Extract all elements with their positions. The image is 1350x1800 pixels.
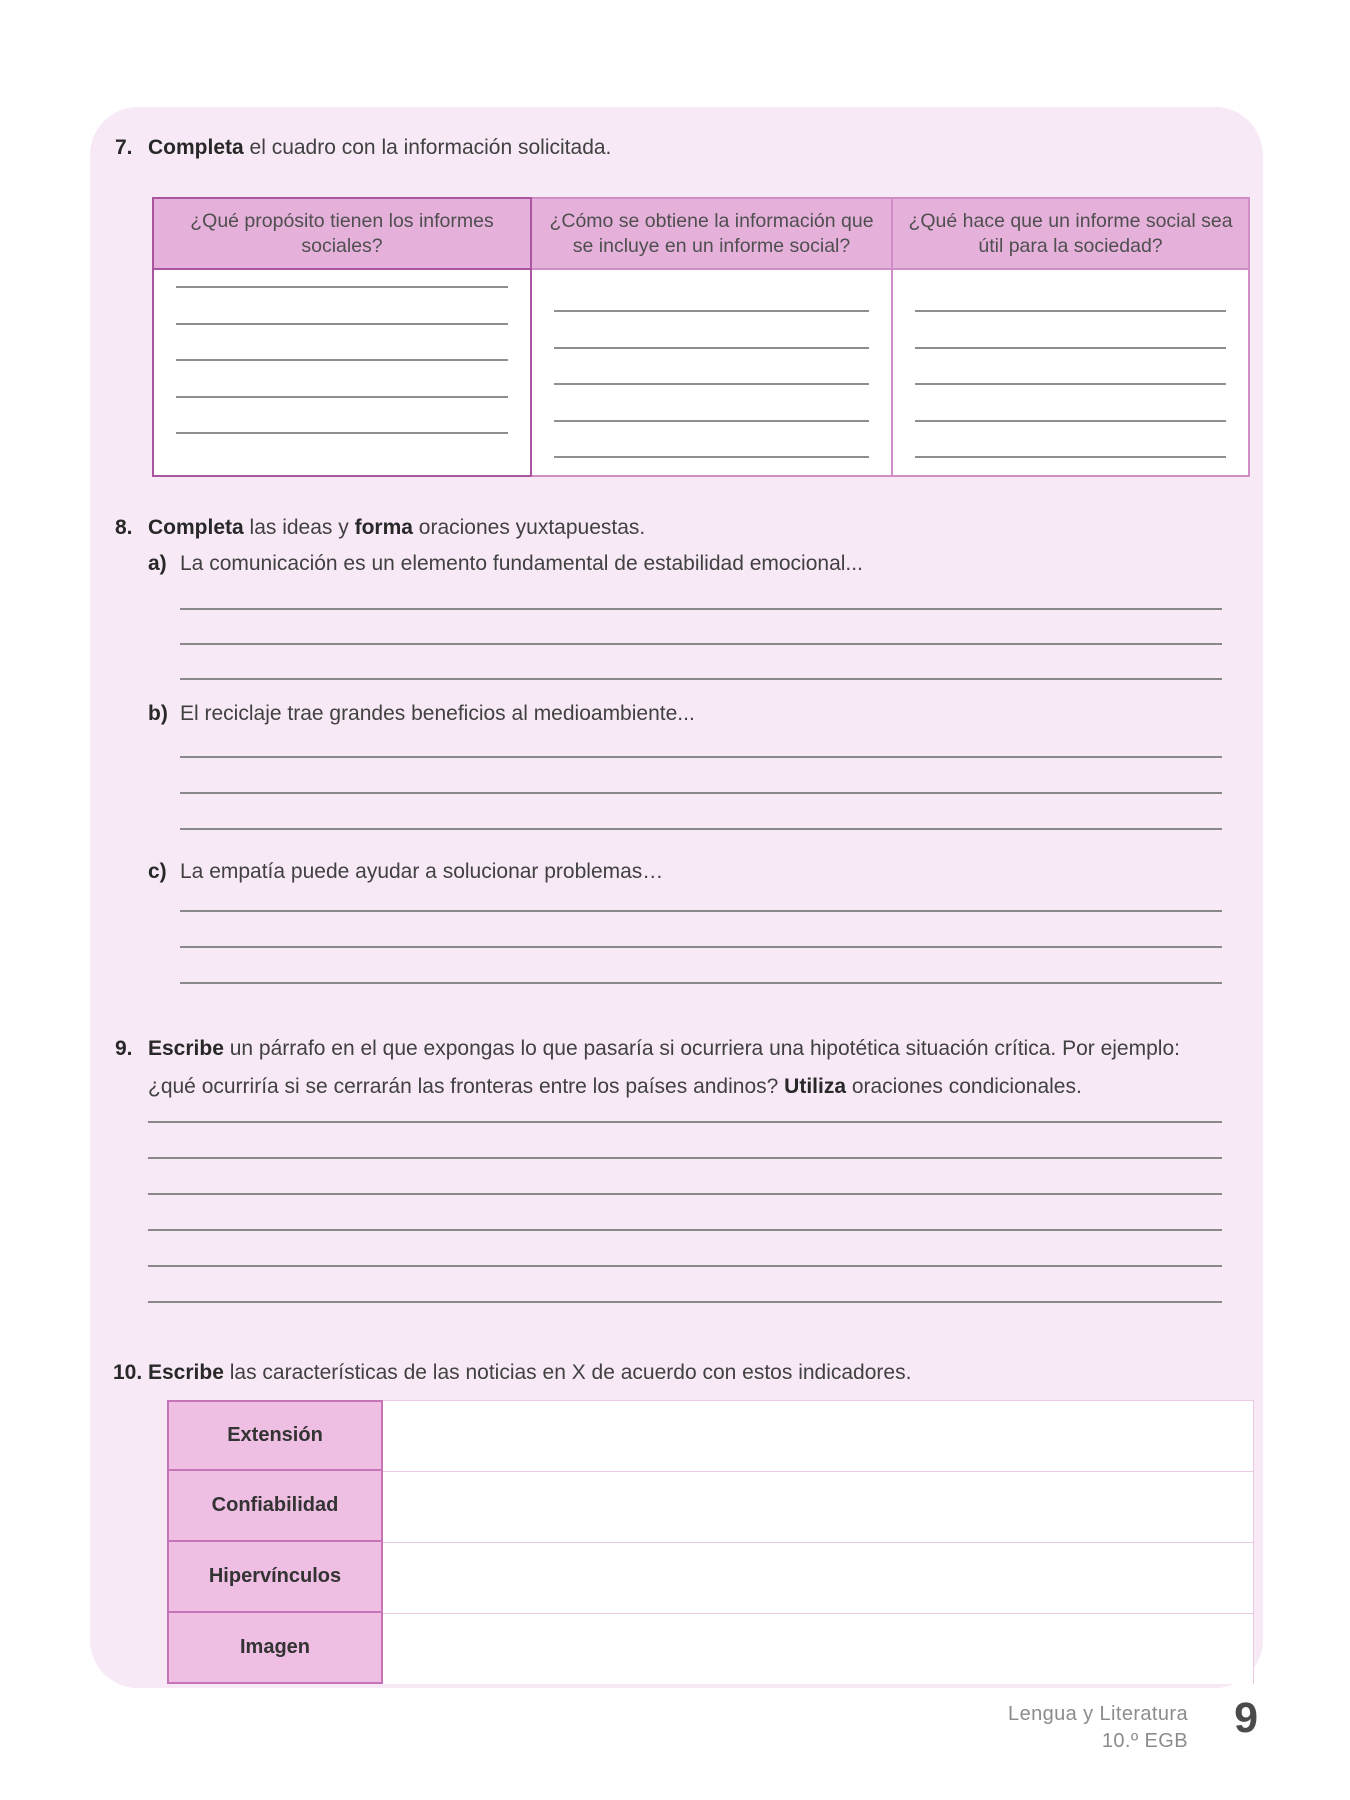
item-c-answer-lines [180, 876, 1222, 984]
table10-answer-imagen [383, 1613, 1254, 1684]
table7-answer-col1 [152, 270, 532, 477]
item-b-text: El reciclaje trae grandes beneficios al medioambiente... [180, 702, 695, 725]
footer-subject: Lengua y Literatura [1008, 1703, 1188, 1725]
item-c-text: La empatía puede ayudar a solucionar problemas… [180, 860, 664, 883]
answer-line [554, 270, 869, 312]
answer-line [180, 645, 1222, 680]
exercise8-item-a [148, 551, 1228, 577]
answer-line [176, 270, 508, 288]
answer-line [554, 422, 869, 459]
exercise7-number: 7. [115, 136, 133, 159]
exercise9-heading: 9. Escribe un párrafo en el que expongas lo que pasaría si ocurriera una hipotética situación crítica. Por ejemplo: ¿qué ocurriría si se cerrarán las fronteras entre los países andinos? Utiliza oraciones condicionales. [115, 1030, 1240, 1106]
table10-answer-hipervinculos [383, 1542, 1254, 1613]
exercise-panel [90, 107, 1263, 1688]
exercise7-heading: 7. Completa el cuadro con la información solicitada. [115, 129, 1215, 166]
table10-label-extension: Extensión [167, 1400, 383, 1471]
answer-line [180, 722, 1222, 758]
answer-line [180, 610, 1222, 645]
exercise8-heading: 8. Completa las ideas y forma oraciones yuxtapuestas. [115, 509, 1215, 546]
answer-line [915, 422, 1226, 459]
exercise10-table [167, 1400, 1254, 1684]
answer-line [180, 912, 1222, 948]
table7-header-col2: ¿Cómo se obtiene la información que se incluye en un informe social? [532, 197, 893, 270]
answer-line [554, 312, 869, 349]
item-a-answer-lines [180, 575, 1222, 680]
answer-lines-col2 [554, 270, 869, 458]
exercise8-number: 8. [115, 516, 133, 539]
page-number: 9 [1234, 1694, 1258, 1742]
table10-row-extension [167, 1400, 1254, 1471]
answer-line [180, 575, 1222, 610]
exercise7-table [152, 197, 1250, 477]
footer-book-info [1008, 1701, 1188, 1755]
table10-label-confiabilidad: Confiabilidad [167, 1471, 383, 1542]
answer-line [180, 794, 1222, 830]
answer-line [176, 361, 508, 398]
answer-line [180, 876, 1222, 912]
answer-line [915, 349, 1226, 386]
answer-line [176, 288, 508, 325]
table7-answer-col2 [532, 270, 893, 477]
table10-row-hipervinculos [167, 1542, 1254, 1613]
answer-line [554, 349, 869, 386]
table7-answer-col3 [893, 270, 1250, 477]
table10-label-hipervinculos: Hipervínculos [167, 1542, 383, 1613]
answer-line [148, 1123, 1222, 1159]
item-a-text: La comunicación es un elemento fundamental de estabilidad emocional... [180, 552, 863, 575]
table7-header-col3: ¿Qué hace que un informe social sea útil para la sociedad? [893, 197, 1250, 270]
answer-line [148, 1231, 1222, 1267]
answer-line [148, 1267, 1222, 1303]
table10-row-imagen [167, 1613, 1254, 1684]
answer-lines-col3 [915, 270, 1226, 458]
item-b-answer-lines [180, 722, 1222, 830]
answer-line [176, 398, 508, 435]
table10-answer-extension [383, 1400, 1254, 1471]
table10-label-imagen: Imagen [167, 1613, 383, 1684]
answer-line [915, 312, 1226, 349]
table10-answer-confiabilidad [383, 1471, 1254, 1542]
answer-lines-col1 [176, 270, 508, 434]
table7-header-col1: ¿Qué propósito tienen los informes sociales? [152, 197, 532, 270]
exercise9-answer-lines [148, 1087, 1222, 1303]
item-b-label: b) [148, 702, 168, 725]
answer-line [915, 385, 1226, 422]
footer-grade: 10.º EGB [1101, 1730, 1188, 1752]
answer-line [148, 1195, 1222, 1231]
exercise9-number: 9. [115, 1037, 133, 1060]
item-c-label: c) [148, 860, 167, 883]
answer-line [148, 1159, 1222, 1195]
table10-row-confiabilidad [167, 1471, 1254, 1542]
exercise10-heading: 10. Escribe las características de las noticias en X de acuerdo con estos indicadores. [113, 1354, 1213, 1391]
answer-line [176, 325, 508, 362]
answer-line [148, 1087, 1222, 1123]
item-a-label: a) [148, 552, 167, 575]
answer-line [915, 270, 1226, 312]
answer-line [180, 758, 1222, 794]
exercise10-number: 10. [113, 1361, 143, 1384]
answer-line [180, 948, 1222, 984]
answer-line [554, 385, 869, 422]
